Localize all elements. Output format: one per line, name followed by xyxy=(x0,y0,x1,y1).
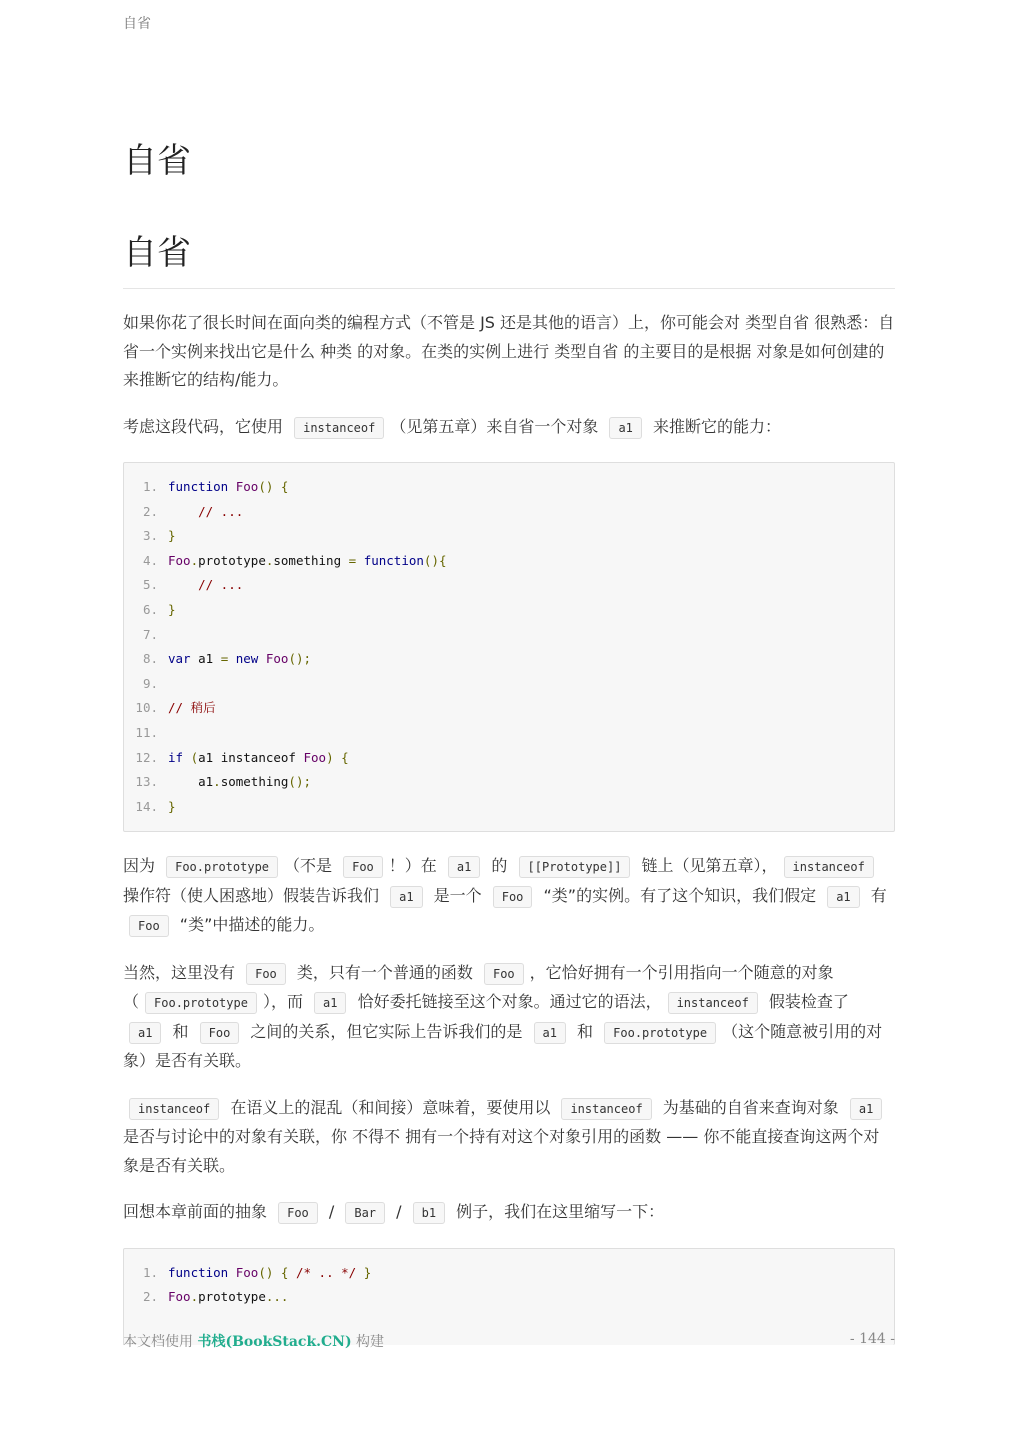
line-number: 9. xyxy=(142,675,158,691)
code-line xyxy=(124,721,894,746)
inline-code: instanceof xyxy=(784,856,874,878)
line-number: 2. xyxy=(142,503,158,519)
code-text xyxy=(168,647,311,672)
code-text xyxy=(168,475,288,500)
inline-code: Foo xyxy=(200,1022,240,1044)
code-token: = xyxy=(220,651,229,667)
chapter-title: 自省 xyxy=(123,141,191,181)
text-run: / xyxy=(391,1202,407,1222)
code-token: a1 xyxy=(190,651,221,667)
line-number: 11. xyxy=(135,724,158,740)
code-token: ( xyxy=(190,749,199,765)
code-token: a1 instanceof xyxy=(198,749,304,765)
text-run: 是否与讨论中的对象有关联，你 不得不 拥有一个持有对这个对象引用的函数 —— 你不能直接查询这两个对象是否有关联。 xyxy=(123,1127,880,1175)
code-token: function xyxy=(363,552,424,568)
inline-code: Foo xyxy=(484,963,524,985)
text-run: 是一个 xyxy=(428,885,487,905)
inline-code: Bar xyxy=(345,1202,385,1224)
line-number: 3. xyxy=(142,528,158,544)
code-line xyxy=(124,573,894,598)
code-token: . xyxy=(265,552,274,568)
code-token: /* .. */ xyxy=(295,1264,357,1280)
code-token: Foo xyxy=(235,479,259,494)
line-number: 2. xyxy=(142,1289,158,1305)
inline-code: a1 xyxy=(390,886,422,908)
inline-code: Foo xyxy=(129,915,169,937)
code-token: () xyxy=(258,479,274,494)
inline-code: a1 xyxy=(827,886,859,908)
code-line xyxy=(124,647,894,672)
line-number: 4. xyxy=(142,552,158,568)
code-token xyxy=(168,504,198,519)
code-text xyxy=(168,1285,288,1310)
text-run: （这个随意被引用的对象）是否有关联。 xyxy=(123,1021,883,1071)
paragraph-recall xyxy=(123,1198,895,1228)
text-run: “类”中描述的能力。 xyxy=(174,915,325,935)
code-token: new xyxy=(235,651,259,667)
code-line xyxy=(124,549,894,574)
code-token xyxy=(183,750,191,765)
code-token: function xyxy=(168,479,229,494)
inline-code: Foo xyxy=(493,886,533,908)
text-run: 和 xyxy=(167,1021,194,1041)
paragraph-semantics xyxy=(123,1094,895,1181)
code-token: something xyxy=(273,552,349,568)
text-run: 假装检查了 xyxy=(763,992,849,1012)
text-run: / xyxy=(323,1202,340,1222)
text-run: 恰好委托链接至这个对象。通过它的语法， xyxy=(352,992,662,1012)
text-run: 例子，我们在这里缩写一下： xyxy=(451,1202,665,1222)
text-run: 类，只有一个普通的函数 xyxy=(291,962,478,982)
text-run: ！）在 xyxy=(388,856,442,876)
code-token: . xyxy=(213,774,221,790)
text-run: （见第五章）来自省一个对象 xyxy=(390,416,604,436)
code-token: } xyxy=(168,798,176,814)
running-header-title: 自省 xyxy=(123,16,151,32)
inline-code: a1 xyxy=(129,1022,161,1044)
line-number: 6. xyxy=(142,601,158,617)
footer-prefix: 本文档使用 xyxy=(123,1334,198,1350)
code-token: } xyxy=(363,1264,372,1280)
code-text xyxy=(168,573,243,598)
text-run: 为基础的自省来查询对象 xyxy=(657,1097,844,1117)
inline-code: Foo xyxy=(343,856,383,878)
code-text xyxy=(168,524,176,549)
code-token: // 稍后 xyxy=(168,700,216,716)
text-run: ），而 xyxy=(262,992,309,1012)
code-line xyxy=(124,1285,894,1310)
code-text xyxy=(168,770,311,795)
code-line xyxy=(124,672,894,697)
code-token: Foo xyxy=(303,749,327,765)
inline-code: Foo xyxy=(278,1202,318,1224)
inline-code: [[Prototype]] xyxy=(519,856,631,878)
code-token xyxy=(258,651,266,666)
code-token: { xyxy=(280,1264,289,1280)
line-number: 1. xyxy=(142,479,158,494)
code-token xyxy=(288,1265,296,1280)
code-line xyxy=(124,524,894,549)
text-run: 和 xyxy=(571,1021,599,1041)
text-run: 操作符（使人困惑地）假装告诉我们 xyxy=(123,885,385,905)
inline-code: Foo.prototype xyxy=(145,992,257,1014)
code-token: } xyxy=(168,528,176,544)
line-number: 10. xyxy=(135,700,158,716)
line-number: 5. xyxy=(142,577,158,593)
text-run: 考虑这段代码，它使用 xyxy=(123,416,289,436)
text-run: 回想本章前面的抽象 xyxy=(123,1202,273,1222)
code-token xyxy=(334,750,342,765)
code-token: ) xyxy=(326,749,334,765)
text-run: 当然，这里没有 xyxy=(123,962,241,982)
code-token: a1 xyxy=(168,774,214,790)
line-number: 1. xyxy=(142,1264,158,1280)
text-run: 来推断它的能力： xyxy=(647,416,781,436)
code-line xyxy=(124,770,894,795)
code-text xyxy=(168,795,176,820)
footer-suffix: 构建 xyxy=(351,1334,385,1350)
code-text xyxy=(168,500,243,525)
code-token: { xyxy=(341,749,349,765)
code-token: Foo xyxy=(265,651,289,667)
text-run: 在语义上的混乱（和间接）意味着，要使用以 xyxy=(225,1097,556,1117)
paragraph-of-course xyxy=(123,959,895,1076)
text-run: “类”的实例。有了这个知识，我们假定 xyxy=(538,885,822,905)
code-token: (){ xyxy=(423,552,447,568)
code-token: Foo xyxy=(235,1264,259,1280)
inline-code: a1 xyxy=(850,1098,882,1120)
code-text xyxy=(168,696,216,721)
code-token: something xyxy=(220,774,289,790)
code-token: () xyxy=(258,1264,274,1280)
code-text xyxy=(168,1261,371,1286)
code-token: // ... xyxy=(198,503,244,519)
code-token: function xyxy=(168,1264,229,1280)
code-token: (); xyxy=(288,651,312,667)
text-run: （不是 xyxy=(284,856,338,876)
code-line xyxy=(124,623,894,648)
code-token: (); xyxy=(288,774,311,790)
line-number: 8. xyxy=(142,651,158,667)
code-token xyxy=(273,1265,281,1280)
code-token xyxy=(228,1265,236,1280)
paragraph-intro: 如果你花了很长时间在面向类的编程方式（不管是 JS 还是其他的语言）上，你可能会对 类型自省 很熟悉：自省一个实例来找出它是什么 种类 的对象。在类的实例上进行 类型自省 的主要目的是根据 对象是如何创建的 来推断它的结构/能力。 xyxy=(123,313,895,389)
code-token: if xyxy=(168,749,184,765)
code-token: } xyxy=(168,601,176,617)
inline-code: instanceof xyxy=(129,1098,219,1120)
inline-code: instanceof xyxy=(561,1098,651,1120)
inline-code: a1 xyxy=(534,1022,566,1044)
paragraph-consider xyxy=(123,413,895,443)
code-block-1 xyxy=(123,462,895,832)
code-token xyxy=(356,553,364,568)
inline-code: Foo xyxy=(246,963,286,985)
code-token: . xyxy=(190,552,199,568)
code-token: prototype xyxy=(198,1289,266,1305)
code-token: { xyxy=(280,479,289,494)
text-run: ，它恰好拥有一个引用指向一个随意的对象（ xyxy=(123,962,834,1012)
section-title: 自省 xyxy=(123,230,895,289)
code-token: Foo xyxy=(168,552,191,568)
text-run: 有 xyxy=(865,885,887,905)
code-token: // ... xyxy=(198,577,244,593)
code-token: Foo xyxy=(168,1289,191,1305)
inline-code: a1 xyxy=(448,856,480,878)
code-line xyxy=(124,475,894,500)
code-token: var xyxy=(168,651,191,667)
inline-code: instanceof xyxy=(294,417,384,439)
code-token xyxy=(273,479,281,494)
code-line xyxy=(124,598,894,623)
inline-code: Foo.prototype xyxy=(166,856,278,878)
inline-code: instanceof xyxy=(668,992,758,1014)
code-token xyxy=(356,1265,364,1280)
code-token: . xyxy=(190,1289,199,1305)
text-run: 的 xyxy=(486,856,513,876)
page-number: - 144 - xyxy=(849,1331,895,1347)
text-run: 链上（见第五章）， xyxy=(636,856,778,876)
code-text xyxy=(168,598,176,623)
code-text xyxy=(168,746,349,771)
code-token: prototype xyxy=(198,552,266,568)
code-token xyxy=(228,651,236,666)
inline-code: b1 xyxy=(413,1202,445,1224)
line-number: 13. xyxy=(135,774,158,790)
document-content xyxy=(123,138,895,1345)
text-run: 因为 xyxy=(123,856,161,876)
code-token: = xyxy=(348,552,357,568)
code-line xyxy=(124,795,894,820)
code-line xyxy=(124,500,894,525)
page-footer xyxy=(123,1331,895,1351)
line-number: 14. xyxy=(135,798,158,814)
code-text xyxy=(168,549,447,574)
code-line xyxy=(124,746,894,771)
code-token xyxy=(168,577,198,592)
inline-code: Foo.prototype xyxy=(604,1022,716,1044)
paragraph-because xyxy=(123,852,895,941)
inline-code: a1 xyxy=(314,992,346,1014)
line-number: 12. xyxy=(135,749,158,765)
footer-brand-link[interactable]: 书栈(BookStack.CN) xyxy=(197,1334,352,1350)
text-run: 之间的关系，但它实际上告诉我们的是 xyxy=(245,1021,528,1041)
code-line xyxy=(124,1261,894,1286)
code-token: ... xyxy=(265,1289,289,1305)
inline-code: a1 xyxy=(609,417,641,439)
code-token xyxy=(228,479,236,494)
line-number: 7. xyxy=(142,626,158,642)
code-line xyxy=(124,696,894,721)
